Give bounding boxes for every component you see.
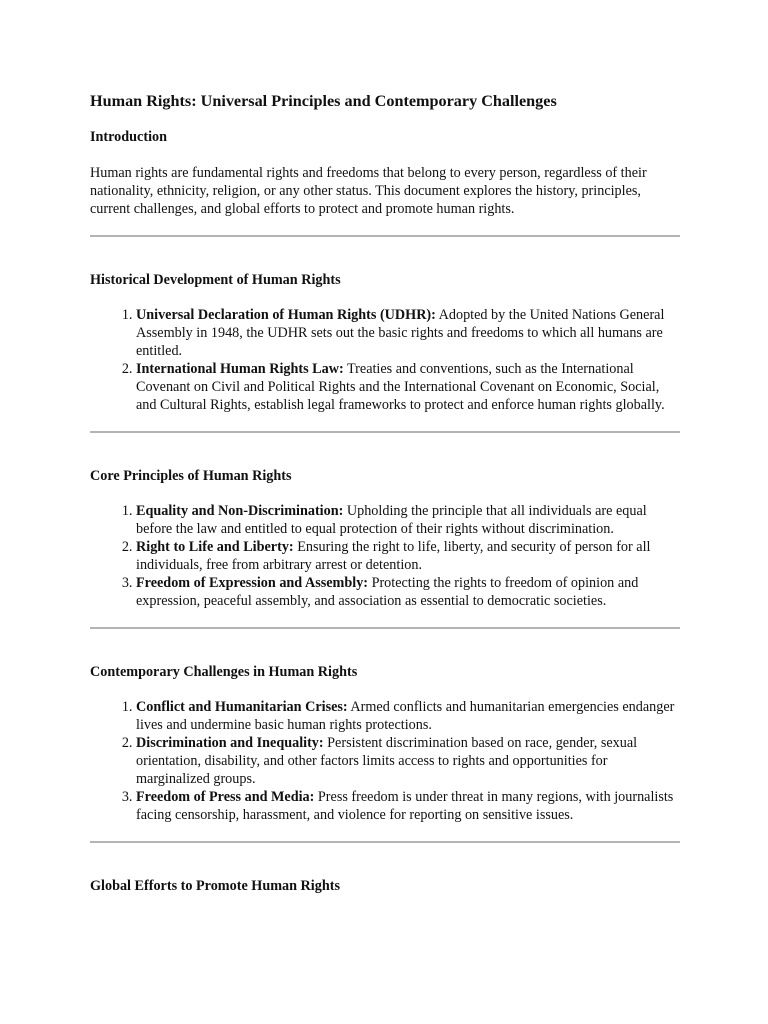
- document-body: [90, 90, 680, 895]
- list-item: [136, 698, 680, 734]
- document-title: Human Rights: Universal Principles and Contemporary Challenges: [90, 92, 557, 110]
- section-divider: [90, 431, 680, 433]
- list-item: [136, 502, 680, 538]
- list-item-text: Upholding the principle that all individuals are equal before the law and entitled to equal protection of their rights without discrimination.: [136, 503, 647, 537]
- list-item-text: Press freedom is under threat in many regions, with journalists facing censorship, harassment, and violence for reporting on sensitive issues.: [136, 789, 674, 823]
- list-item-text: Ensuring the right to life, liberty, and security of person for all individuals, free from arbitrary arrest or detention.: [136, 539, 651, 573]
- introduction-heading: Introduction: [90, 129, 167, 145]
- list-item-term: Universal Declaration of Human Rights (UDHR):: [136, 307, 436, 323]
- section-heading-global-efforts: Global Efforts to Promote Human Rights: [90, 878, 340, 894]
- list-item: [136, 734, 680, 788]
- list-item-term: Freedom of Expression and Assembly:: [136, 575, 369, 591]
- list-item: [136, 538, 680, 574]
- list-item-text: Protecting the rights to freedom of opinion and expression, peaceful assembly, and association as essential to democratic societies.: [136, 575, 639, 609]
- historical-list: [90, 306, 680, 414]
- list-item-term: Equality and Non-Discrimination:: [136, 503, 344, 519]
- section-heading-historical: Historical Development of Human Rights: [90, 272, 341, 288]
- list-item-term: Discrimination and Inequality:: [136, 735, 324, 751]
- section-divider: [90, 235, 680, 237]
- contemporary-challenges-list: [90, 698, 680, 824]
- section-divider: [90, 627, 680, 629]
- list-item: [136, 360, 680, 414]
- section-heading-contemporary-challenges: Contemporary Challenges in Human Rights: [90, 664, 358, 680]
- introduction-paragraph: Human rights are fundamental rights and freedoms that belong to every person, regardless of their nationality, ethnicity, religion, or any other status. This document explores the history, principles, current challenges, and global efforts to protect and promote human rights.: [90, 165, 647, 217]
- list-item: [136, 574, 680, 610]
- list-item-term: Conflict and Humanitarian Crises:: [136, 699, 348, 715]
- list-item-text: Armed conflicts and humanitarian emergencies endanger lives and undermine basic human rights protections.: [136, 699, 675, 733]
- list-item-term: Freedom of Press and Media:: [136, 789, 315, 805]
- core-principles-list: [90, 502, 680, 610]
- section-heading-core-principles: Core Principles of Human Rights: [90, 468, 292, 484]
- list-item-term: Right to Life and Liberty:: [136, 539, 294, 555]
- list-item-term: International Human Rights Law:: [136, 361, 344, 377]
- list-item: [136, 306, 680, 360]
- section-divider: [90, 841, 680, 843]
- list-item-text: Treaties and conventions, such as the International Covenant on Civil and Political Rights and the International Covenant on Economic, Social, and Cultural Rights, establish legal frameworks to protect and enforce human rights globally.: [136, 361, 665, 413]
- list-item-text: Adopted by the United Nations General Assembly in 1948, the UDHR sets out the basic rights and freedoms to which all humans are entitled.: [136, 307, 665, 359]
- list-item: [136, 788, 680, 824]
- list-item-text: Persistent discrimination based on race, gender, sexual orientation, disability, and other factors limits access to rights and opportunities for marginalized groups.: [136, 735, 638, 787]
